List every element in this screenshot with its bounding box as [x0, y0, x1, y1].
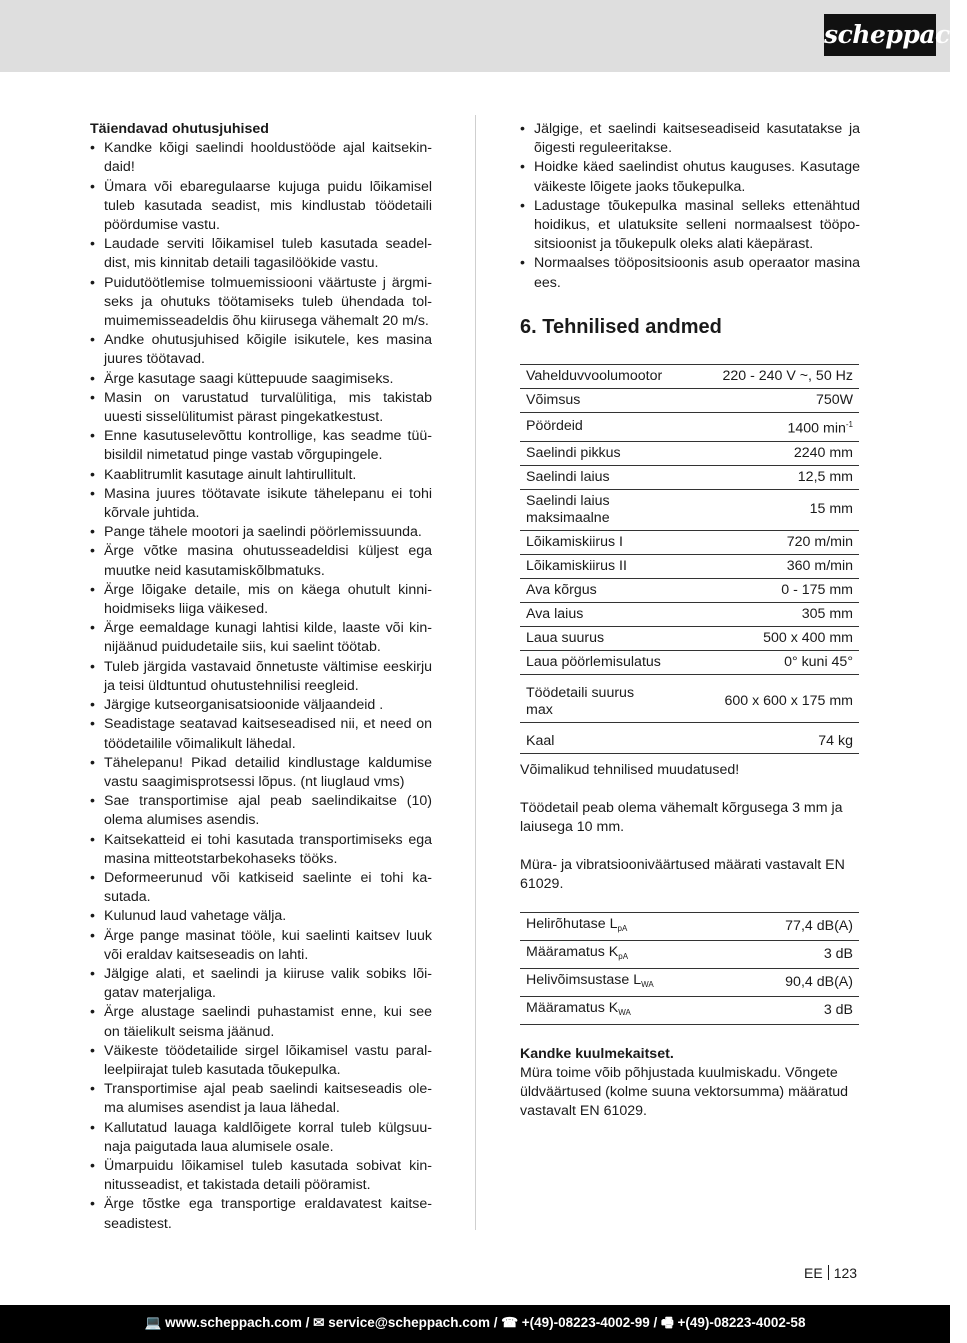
noise-label-text: Määramatus K — [526, 943, 619, 960]
list-item: • Laudade serviti lõikamisel tuleb kasutada seadeldist, mis kinnitab detaili tagasilöökide vastu. — [90, 235, 432, 273]
noise-value: 77,4 dB(A) — [736, 912, 859, 940]
list-item: • Hoidke käed saelindist ohutus kauguses. Kasutage väikeste lõigete jaoks tõukepulka. — [520, 158, 860, 196]
spec-value: 220 - 240 V ~, 50 Hz — [670, 364, 859, 388]
noise-label — [520, 912, 736, 940]
list-item: • Masin on varustatud turvalülitiga, mis takistab uuesti sisselülitumist pärast pingekatkestust. — [90, 389, 432, 427]
safety-heading: Täiendavad ohutusjuhised — [90, 121, 269, 137]
list-item: • Jälgige, et saelindi kaitseseadiseid kasutatakse ja õigesti reguleeritakse. — [520, 120, 860, 158]
list-item: • Sae transportimise ajal peab saelindikaitse (10) olema alumises asendis. — [90, 792, 432, 830]
list-item: • Kandke kõigi saelindi hooldustööde ajal kaitsekindaid! — [90, 139, 432, 177]
noise-label-text: Määramatus K — [526, 999, 619, 1016]
spec-label: Saelindi laius — [520, 465, 670, 489]
spec-table — [520, 364, 859, 754]
spec-value: 500 x 400 mm — [670, 626, 859, 650]
list-item: • Ärge lõigake detaile, mis on käega ohutult kinnihoidmiseks liiga väikesed. — [90, 581, 432, 619]
table-row — [520, 364, 859, 388]
spec-value: 2240 mm — [670, 441, 859, 465]
table-row — [520, 912, 859, 940]
table-row — [520, 722, 859, 753]
table-row — [520, 940, 859, 968]
spec-value: 305 mm — [670, 602, 859, 626]
table-row — [520, 602, 859, 626]
page-number-divider — [828, 1265, 829, 1280]
page-number-value: 123 — [833, 1265, 858, 1281]
note-workpiece: Töödetail peab olema vähemalt kõrgusega 3 mm ja laiusega 10 mm. — [520, 799, 843, 835]
hearing-text: Müra toime võib põhjustada kuulmiskadu. Võngete üldväärtused (kolme suuna vektorsumma) määratud vastavalt EN 61029. — [520, 1064, 849, 1120]
noise-label — [520, 996, 736, 1024]
list-item: • Kaitsekatteid ei tohi kasutada transportimiseks ega masina mitteotstarbekohaseks tööks. — [90, 831, 432, 869]
spec-value: 720 m/min — [670, 530, 859, 554]
safety-list — [90, 139, 432, 1234]
section-title: 6. Tehnilised andmed — [520, 315, 722, 338]
list-item: • Ärge võtke masina ohutusseadeldisi küljest ega muutke neid kasutamiskõlbmatuks. — [90, 542, 432, 580]
note-noise: Müra- ja vibratsiooniväärtused määrati vastavalt EN 61029. — [520, 857, 845, 893]
noise-value: 3 dB — [736, 940, 859, 968]
noise-label-text: Helirõhutase L — [526, 915, 618, 932]
spec-value: 74 kg — [670, 722, 859, 753]
spec-value: 0° kuni 45° — [670, 650, 859, 674]
noise-label-sub: pA — [618, 951, 629, 961]
spec-label: Saelindi pikkus — [520, 441, 670, 465]
spec-value: 360 m/min — [670, 554, 859, 578]
spec-label: Saelindi laius maksimaalne — [520, 489, 670, 530]
list-item: • Ärge tõstke ega transportige eraldavatest kaitseseadistest. — [90, 1195, 432, 1233]
spec-value: 15 mm — [670, 489, 859, 530]
spec-value: 12,5 mm — [670, 465, 859, 489]
right-column — [520, 120, 860, 1121]
contact-footer: 💻 www.scheppach.com / ✉ service@scheppach.com / ☎ +(49)-08223-4002-99 / 🖷 +(49)-08223-4002-58 — [0, 1305, 950, 1343]
list-item: • Seadistage seatavad kaitseseadised nii, et need on töödetailile võimalikult lähedal. — [90, 715, 432, 753]
noise-label-sub: pA — [617, 923, 628, 933]
brand-logo: scheppach — [824, 14, 936, 56]
list-item: • Deformeerunud või katkiseid saelinte ei tohi kasutada. — [90, 869, 432, 907]
list-item: • Puidutöötlemise tolmuemissiooni väärtuste j ärgmiseks ja ohutuks töötamiseks tuleb ühendada tolmuimemisseadeldis õhu kiirusega vähemalt 20 m/s. — [90, 274, 432, 332]
spec-value: 750W — [670, 388, 859, 412]
noise-label-text: Helivõimsustase L — [526, 971, 642, 988]
list-item: • Järgige kutseorganisatsioonide väljaandeid . — [90, 696, 432, 715]
list-item: • Kallutatud lauaga kaldlõigete korral tuleb külgsuunaja paigutada laua alumisele osale. — [90, 1119, 432, 1157]
spec-label: Laua suurus — [520, 626, 670, 650]
noise-label-sub: WA — [641, 979, 654, 989]
header-band — [0, 0, 950, 72]
left-column — [90, 120, 432, 1234]
list-item: • Masina juures töötavate isikute tähelepanu ei tohi kõrvale juhtida. — [90, 485, 432, 523]
spec-value-sup: -1 — [845, 419, 853, 429]
table-row — [520, 530, 859, 554]
table-row — [520, 626, 859, 650]
list-item: • Ärge eemaldage kunagi lahtisi kilde, laaste või kinnijäänud puidudetaile siis, kui saelint töötab. — [90, 619, 432, 657]
list-item: • Ärge alustage saelindi puhastamist enne, kui see on täielikult seisma jäänud. — [90, 1003, 432, 1041]
table-row — [520, 388, 859, 412]
spec-label: Lõikamiskiirus II — [520, 554, 670, 578]
list-item: • Ärge kasutage saagi küttepuude saagimiseks. — [90, 370, 432, 389]
column-divider — [475, 115, 476, 1230]
list-item: • Transportimise ajal peab saelindi kaitseseadis olema alumises asendist ja laua lähedal. — [90, 1080, 432, 1118]
spec-label: Võimsus — [520, 388, 670, 412]
table-row — [520, 465, 859, 489]
note-changes: Võimalikud tehnilised muudatused! — [520, 761, 740, 778]
noise-table — [520, 912, 859, 1025]
list-item: • Väikeste töödetailide sirgel lõikamisel vastu paralleelpiirajat tuleb kasutada tõukepulka. — [90, 1042, 432, 1080]
spec-label: Vahelduvvoolumootor — [520, 364, 670, 388]
list-item: • Ümara või ebaregulaarse kujuga puidu lõikamisel tuleb kasutada seadist, mis kindlustab töödetaili pöördumise vastu. — [90, 178, 432, 236]
list-item: • Andke ohutusjuhised kõigile isikutele, kes masina juures töötavad. — [90, 331, 432, 369]
spec-label: Töödetaili suurus max — [520, 674, 670, 722]
spec-value: 600 x 600 x 175 mm — [670, 674, 859, 722]
list-item: • Normaalses tööpositsioonis asub operaator masina ees. — [520, 254, 860, 292]
list-item: • Tähelepanu! Pikad detailid kindlustage kaldumise vastu saagimisprotsessi lõpus. (nt liuglaud vms) — [90, 754, 432, 792]
noise-label-sub: WA — [618, 1007, 631, 1017]
table-row — [520, 996, 859, 1024]
list-item: • Ärge pange masinat tööle, kui saelinti kaitsev luuk või eraldav kaitseseadis on lahti. — [90, 927, 432, 965]
noise-label — [520, 968, 736, 996]
spec-value: 0 - 175 mm — [670, 578, 859, 602]
table-row — [520, 650, 859, 674]
spec-label: Pöördeid — [520, 412, 670, 441]
table-row — [520, 578, 859, 602]
noise-label — [520, 940, 736, 968]
table-row — [520, 441, 859, 465]
spec-label: Lõikamiskiirus I — [520, 530, 670, 554]
list-item: • Ladustage tõukepulka masinal selleks ettenähtud hoidikus, et ulatuksite selleni normaalsest tööpositsioonist ja tõukepulk oleks alati käepärast. — [520, 197, 860, 255]
list-item: • Tuleb järgida vastavaid õnnetuste vältimise eeskirju ja teisi üldtuntud ohutustehnilisi reegleid. — [90, 658, 432, 696]
list-item: • Jälgige alati, et saelindi ja kiiruse valik sobiks lõigatav materjaliga. — [90, 965, 432, 1003]
table-row — [520, 412, 859, 441]
list-item: • Pange tähele mootori ja saelindi pöörlemissuunda. — [90, 523, 432, 542]
spec-label: Ava laius — [520, 602, 670, 626]
table-row — [520, 489, 859, 530]
table-row — [520, 674, 859, 722]
safety-list-continued — [520, 120, 860, 293]
list-item: • Enne kasutuselevõttu kontrollige, kas seadme tüübisildil nimetatud pinge vastab võrgupingele. — [90, 427, 432, 465]
spec-value — [670, 412, 859, 441]
noise-value: 3 dB — [736, 996, 859, 1024]
list-item: • Kaablitrumlit kasutage ainult lahtirullitult. — [90, 466, 432, 485]
list-item: • Ümarpuidu lõikamisel tuleb kasutada sobivat kinnitusseadist, et takistada detaili pööramist. — [90, 1157, 432, 1195]
spec-label: Kaal — [520, 722, 670, 753]
noise-value: 90,4 dB(A) — [736, 968, 859, 996]
table-row — [520, 968, 859, 996]
list-item: • Kulunud laud vahetage välja. — [90, 907, 432, 926]
spec-label: Laua pöörlemisulatus — [520, 650, 670, 674]
spec-value-main: 1400 min — [787, 420, 846, 437]
page-lang: EE — [804, 1265, 823, 1281]
hearing-title: Kandke kuulmekaitset. — [520, 1045, 674, 1062]
spec-label: Ava kõrgus — [520, 578, 670, 602]
page-number — [804, 1265, 857, 1281]
table-row — [520, 554, 859, 578]
